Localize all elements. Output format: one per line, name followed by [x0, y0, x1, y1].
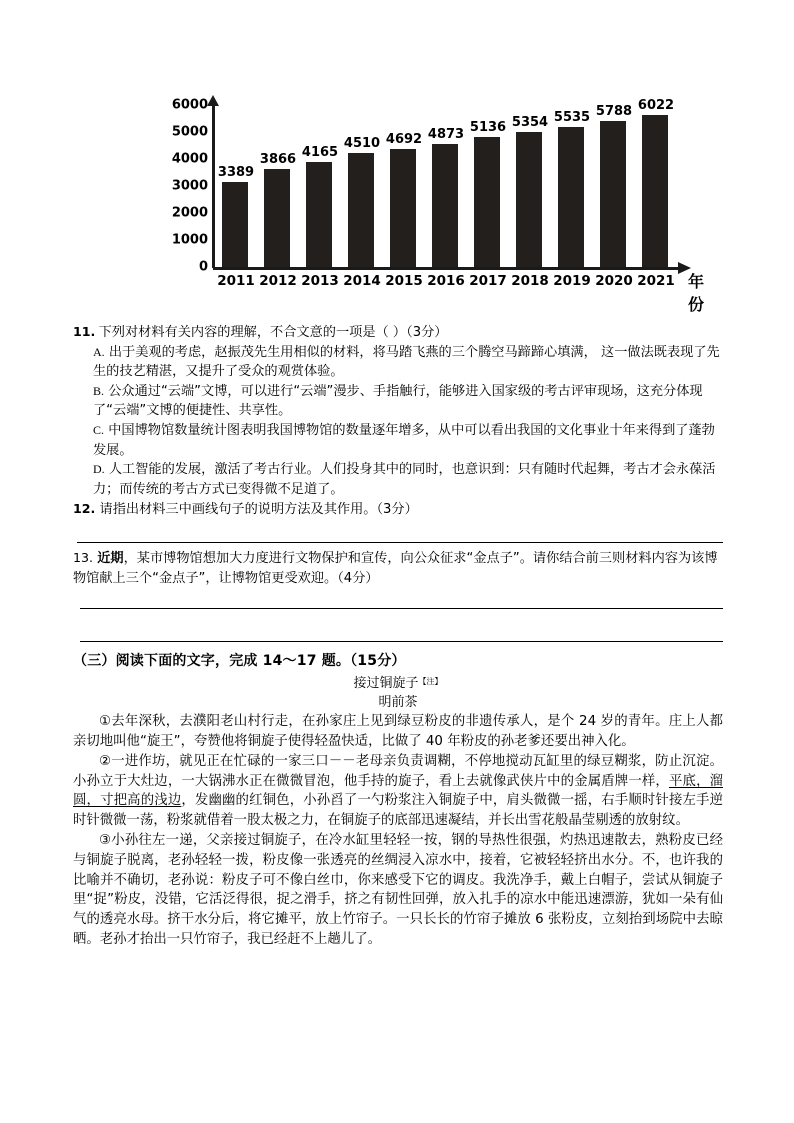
x-tick-2013: 2013 [301, 273, 339, 289]
x-tick-2011: 2011 [217, 273, 255, 289]
question-12-number: 12. [73, 501, 96, 517]
paragraph-1-marker: ① [99, 714, 112, 730]
bar-2015 [390, 149, 416, 267]
bar-slot [467, 103, 509, 267]
bar-value-label: 3389 [217, 164, 255, 180]
bar-2012 [264, 169, 290, 267]
passage-title-note-marker: 【注】 [418, 677, 443, 687]
question-11-option-a[interactable] [73, 343, 723, 382]
question-12-text: 请指出材料三中画线句子的说明方法及其作用。（3分） [99, 502, 418, 518]
passage-paragraph-2 [73, 752, 723, 831]
chart-plot-area [215, 98, 677, 267]
bar-slot [593, 103, 635, 267]
x-tick-2018: 2018 [511, 273, 549, 289]
question-11-stem: 下列对材料有关内容的理解，不合文意的一项是（ ）（3分） [98, 325, 448, 340]
passage-paragraph-1 [73, 712, 723, 752]
question-11-option-b[interactable] [73, 382, 723, 421]
question-13-number: 13. [73, 549, 94, 565]
y-tick-4000: 4000 [171, 151, 208, 167]
question-11-number: 11. [73, 324, 96, 339]
x-axis-tick-labels [215, 273, 685, 295]
bar-value-label: 6022 [637, 98, 675, 114]
paragraph-2-text-before: 一进作坊，就见正在忙碌的一家三口－－老母亲负责调糊，不停地搅动瓦缸里的绿豆糊浆，防止沉淀。小孙立于大灶边，一大锅沸水正在微微冒泡，他手持的旋子，看上去就像武侠片中的金属盾牌一样， [73, 753, 723, 789]
bar-value-label: 5535 [553, 110, 591, 126]
question-13-lead: 近期 [97, 550, 124, 566]
passage-title [73, 672, 723, 693]
x-tick-2012: 2012 [259, 273, 297, 289]
paragraph-2-underlined-text: 平底，溜圆，寸把高的浅边 [73, 773, 724, 809]
x-axis-line [213, 267, 681, 270]
bar-slot [257, 103, 299, 267]
x-tick-2014: 2014 [343, 273, 381, 289]
question-12-answer-line[interactable] [77, 542, 723, 543]
bar-slot [635, 98, 677, 267]
option-c-letter: C. [93, 422, 105, 437]
bar-slot [425, 103, 467, 267]
bar-2021 [642, 115, 668, 267]
y-tick-2000: 2000 [171, 205, 208, 221]
question-11-option-c[interactable] [73, 421, 723, 460]
x-tick-2021: 2021 [637, 273, 675, 289]
x-tick-2020: 2020 [595, 273, 633, 289]
y-tick-5000: 5000 [171, 124, 208, 140]
option-c-text: 中国博物馆数量统计图表明我国博物馆的数量逐年增多，从中可以看出我国的文化事业十年来得到了蓬勃发展。 [93, 422, 715, 458]
bar-value-label: 4873 [427, 127, 465, 143]
passage-title-text: 接过铜旋子 [353, 676, 419, 692]
y-tick-0: 0 [198, 259, 208, 275]
option-d-letter: D. [93, 462, 105, 477]
y-tick-6000: 6000 [171, 97, 208, 113]
question-13-answer-line-2[interactable] [80, 641, 723, 642]
paragraph-3-text: 小孙往左一递，父亲接过铜旋子，在冷水缸里轻轻一按，钢的导热性很强，灼热迅速散去，熟粉皮已经与铜旋子脱离，老孙轻轻一拨，粉皮像一张透亮的丝绸浸入凉水中，接着，它被轻轻挤出水分。不，也许我的比喻并不确切，老孙说：粉皮子可不像白丝巾，你来感受下它的调皮。我洗净手，戴上白帽子，尝试从铜旋子里“捉”粉皮，没错，它活泛得很，捉之滑手，挤之有韧性回弹，放入扎手的凉水中能迅速漂游，犹如一朵有仙气的透亮水母。挤干水分后，将它摊平，放上竹帘子。一只长长的竹帘子摊放 6 张粉皮，立刻抬到场院中去晾晒。老孙才抬出一只竹帘子，我已经赶不上趟儿了。 [73, 832, 723, 947]
question-12-answer-space [73, 520, 723, 542]
bar-2018 [516, 132, 542, 267]
passage-paragraph-3 [73, 831, 723, 950]
question-13-line [73, 548, 723, 588]
question-13-answer-space-2 [73, 609, 723, 641]
bar-slot [383, 103, 425, 267]
y-tick-3000: 3000 [171, 178, 208, 194]
question-11-stem-line [73, 322, 723, 343]
paragraph-2-marker: ② [99, 753, 112, 769]
museum-count-bar-chart [160, 95, 706, 314]
option-a-letter: A. [93, 344, 105, 359]
bar-slot [215, 103, 257, 267]
bar-value-label: 4165 [301, 144, 339, 160]
bar-value-label: 5354 [511, 114, 549, 130]
bar-value-label: 4510 [343, 136, 381, 152]
bar-2020 [600, 121, 626, 267]
passage-author: 明前茶 [378, 695, 418, 711]
bar-2017 [474, 137, 500, 267]
bar-slot [341, 103, 383, 267]
question-11-option-d[interactable] [73, 460, 723, 499]
bar-value-label: 4692 [385, 131, 423, 147]
page-content [73, 322, 723, 950]
section-three-heading: （三）阅读下面的文字，完成 14～17 题。（15分） [73, 653, 406, 670]
bar-value-label: 3866 [259, 152, 297, 168]
bar-2014 [348, 153, 374, 267]
x-tick-2019: 2019 [553, 273, 591, 289]
paragraph-3-marker: ③ [99, 832, 112, 848]
y-axis-tick-labels [160, 95, 208, 275]
option-b-text: 公众通过“云端”文博，可以进行“云端”漫步、手指触行，能够进入国家级的考古评审现场，这充分体现了“云端”文博的便捷性、共享性。 [93, 383, 703, 419]
question-12-line [73, 499, 723, 520]
y-tick-1000: 1000 [171, 232, 208, 248]
x-axis-title: 年份 [688, 272, 706, 314]
question-13-text: ，某市博物馆想加大力度进行文物保护和宣传，向公众征求“金点子”。请你结合前三则材料内容为该博物馆献上三个“金点子”，让博物馆更受欢迎。（4分） [73, 550, 718, 586]
x-tick-2017: 2017 [469, 273, 507, 289]
x-tick-2016: 2016 [427, 273, 465, 289]
question-13-answer-space-1 [73, 588, 723, 608]
bar-value-label: 5136 [469, 120, 507, 136]
option-d-text: 人工智能的发展，激活了考古行业。人们投身其中的同时，也意识到：只有随时代起舞，考古才会永葆活力；而传统的考古方式已变得微不足道了。 [93, 462, 716, 497]
bar-2013 [306, 162, 332, 267]
option-b-letter: B. [93, 383, 105, 398]
bar-2011 [222, 182, 248, 268]
bar-2016 [432, 144, 458, 267]
paragraph-2-text-after: ，发幽幽的红铜色，小孙舀了一勺粉浆注入铜旋子中，肩头微微一摇，右手顺时针接左手逆时针微微一荡，粉浆就借着一股太极之力，在铜旋子的底部迅速凝结，并长出雪花般晶莹剔透的放射纹。 [73, 793, 723, 829]
option-a-text: 出于美观的考虑，赵振茂先生用相似的材料，将马踏飞燕的三个腾空马蹄蹄心填满， 这一做法既表现了先生的技艺精湛，又提升了受众的观赏体验。 [93, 344, 720, 380]
bar-2019 [558, 127, 584, 267]
paragraph-1-text: 去年深秋，去濮阳老山村行走，在孙家庄上见到绿豆粉皮的非遗传承人，是个 24 岁的青年。庄上人都亲切地叫他“旋王”，夸赞他将铜旋子使得轻盈快适，比做了 40 年粉皮的孙老爹还要出神入化。 [73, 714, 723, 749]
bar-slot [551, 103, 593, 267]
bar-slot [299, 103, 341, 267]
bar-slot [509, 103, 551, 267]
x-tick-2015: 2015 [385, 273, 423, 289]
bar-value-label: 5788 [595, 103, 633, 119]
